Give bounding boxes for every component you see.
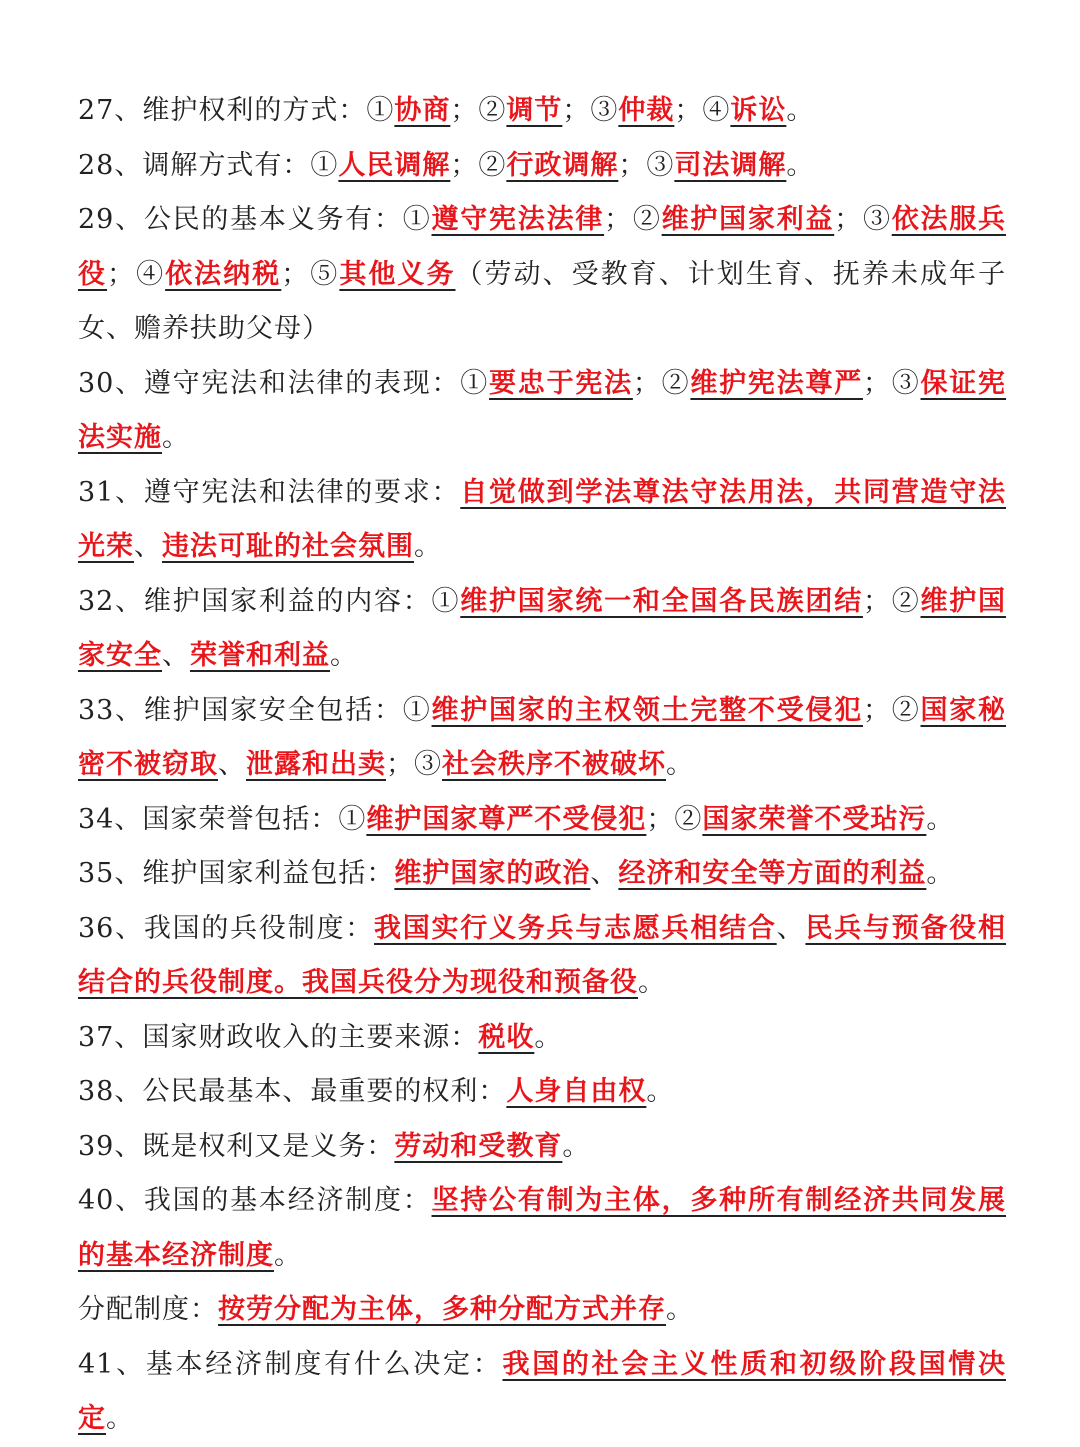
- key-term: 按劳分配为主体，多种分配方式并存: [218, 1294, 666, 1325]
- item-text: 。: [926, 858, 955, 889]
- key-term: 税收: [478, 1021, 535, 1053]
- list-item: [78, 1011, 1006, 1066]
- item-text: 29、公民的基本义务有：①: [78, 204, 432, 235]
- item-text: 、: [218, 749, 246, 780]
- key-term: 维护国家的主权领土完整不受侵犯: [431, 694, 863, 726]
- item-text: ；③: [862, 367, 921, 399]
- document-page: [78, 84, 1006, 1447]
- item-text: 。: [162, 422, 190, 453]
- item-text: 。: [666, 749, 694, 780]
- list-item: [78, 139, 1006, 194]
- key-term: 维护国家利益: [661, 204, 835, 235]
- item-text: ；③: [562, 95, 619, 126]
- key-term: 保证宪法实施: [78, 367, 1007, 453]
- item-text: 、: [134, 531, 162, 562]
- list-item: [78, 575, 1006, 684]
- item-text: 、: [590, 858, 619, 889]
- item-text: 31、遵守宪法和法律的要求：: [78, 476, 461, 508]
- item-text: 30、遵守宪法和法律的表现：①: [78, 367, 490, 399]
- key-term: 调节: [506, 95, 563, 126]
- item-text: 。: [786, 149, 815, 181]
- item-text: 34、国家荣誉包括：①: [78, 803, 367, 835]
- key-term: 其他义务: [339, 258, 456, 290]
- item-text: 。: [330, 640, 358, 671]
- key-term: 我国的社会主义性质和初级阶段国情决定: [78, 1348, 1007, 1434]
- key-term: 仲裁: [618, 95, 675, 126]
- key-term: 社会秩序不被破坏: [442, 749, 666, 780]
- item-text: 27、维护权利的方式：①: [78, 95, 395, 126]
- key-term: 劳动和受教育: [394, 1130, 563, 1162]
- item-text: 分配制度：: [78, 1294, 218, 1325]
- item-text: 37、国家财政收入的主要来源：: [78, 1021, 479, 1053]
- item-text: ；②: [632, 367, 691, 399]
- item-text: ；③: [386, 749, 442, 780]
- item-text: 41、基本经济制度有什么决定：: [78, 1348, 503, 1380]
- key-term: 维护国家统一和全国各民族团结: [460, 585, 863, 617]
- key-term: 要忠于宪法: [489, 367, 633, 399]
- item-text: 39、既是权利又是义务：: [78, 1130, 395, 1162]
- item-text: ；③: [618, 149, 675, 181]
- item-text: 33、维护国家安全包括：①: [78, 694, 432, 726]
- key-term: 诉讼: [730, 95, 787, 126]
- key-term: 维护国家尊严不受侵犯: [366, 803, 647, 835]
- list-item: [78, 466, 1006, 575]
- item-text: 。: [646, 1076, 675, 1107]
- key-term: 国家荣誉不受玷污: [702, 803, 927, 835]
- key-term: 国家秘密不被窃取: [78, 694, 1007, 780]
- key-term: 我国实行义务兵与志愿兵相结合: [373, 912, 777, 944]
- list-item: [78, 1120, 1006, 1175]
- key-term: 司法调解: [674, 149, 787, 181]
- list-item: [78, 193, 1006, 357]
- list-item: [78, 902, 1006, 1011]
- key-term: 人身自由权: [506, 1076, 647, 1107]
- item-text: 。: [274, 1239, 302, 1271]
- item-text: 40、我国的基本经济制度：: [78, 1185, 432, 1216]
- key-term: 人民调解: [338, 149, 451, 181]
- item-text: ；③: [834, 204, 892, 235]
- item-text: ；②: [646, 803, 703, 835]
- item-text: 。: [534, 1021, 563, 1053]
- item-text: 。: [786, 95, 815, 126]
- item-text: 。: [638, 967, 666, 998]
- list-item: [78, 793, 1006, 848]
- key-term: 荣誉和利益: [190, 640, 330, 671]
- item-text: 32、维护国家利益的内容：①: [78, 585, 461, 617]
- item-text: 36、我国的兵役制度：: [78, 912, 374, 944]
- item-text: ；④: [107, 258, 166, 290]
- list-item: [78, 684, 1006, 793]
- list-item: [78, 847, 1006, 902]
- item-text: （劳动、受教育、计划生育、抚养未成年子女、赡养扶助父母）: [78, 258, 1007, 344]
- list-item: [78, 357, 1006, 466]
- item-text: 、: [162, 640, 190, 671]
- item-text: 。: [666, 1294, 694, 1325]
- key-term: 遵守宪法法律: [431, 204, 605, 235]
- item-text: ；②: [862, 585, 921, 617]
- list-item: [78, 1338, 1006, 1447]
- key-term: 依法纳税: [165, 258, 282, 290]
- list-item: [78, 84, 1006, 139]
- item-text: 。: [106, 1403, 134, 1434]
- key-term: 坚持公有制为主体，多种所有制经济共同发展的基本经济制度: [78, 1185, 1007, 1271]
- key-term: 依法服兵役: [78, 204, 1007, 290]
- item-text: ；②: [862, 694, 921, 726]
- key-term: 维护国家安全: [78, 585, 1007, 671]
- item-text: 。: [414, 531, 442, 562]
- item-text: ；②: [604, 204, 662, 235]
- item-text: ；④: [674, 95, 731, 126]
- item-text: 。: [562, 1130, 591, 1162]
- item-text: 28、调解方式有：①: [78, 149, 339, 181]
- item-text: 38、公民最基本、最重要的权利：: [78, 1076, 507, 1107]
- key-term: 维护国家的政治: [394, 858, 591, 889]
- item-text: 。: [926, 803, 955, 835]
- list-item: [78, 1174, 1006, 1283]
- key-term: 违法可耻的社会氛围: [162, 531, 414, 562]
- list-item: [78, 1283, 1006, 1338]
- key-term: 自觉做到学法尊法守法用法，共同营造守法光荣: [78, 476, 1007, 562]
- item-text: ；⑤: [281, 258, 340, 290]
- key-term: 行政调解: [506, 149, 619, 181]
- item-text: 35、维护国家利益包括：: [78, 858, 395, 889]
- list-item: [78, 1065, 1006, 1120]
- key-term: 经济和安全等方面的利益: [618, 858, 927, 889]
- item-text: ；②: [450, 95, 507, 126]
- key-term: 民兵与预备役相结合的兵役制度。我国兵役分为现役和预备役: [78, 912, 1007, 998]
- key-term: 泄露和出卖: [246, 749, 386, 780]
- key-term: 维护宪法尊严: [690, 367, 863, 399]
- item-text: 、: [776, 912, 806, 944]
- key-term: 协商: [394, 95, 451, 126]
- item-text: ；②: [450, 149, 507, 181]
